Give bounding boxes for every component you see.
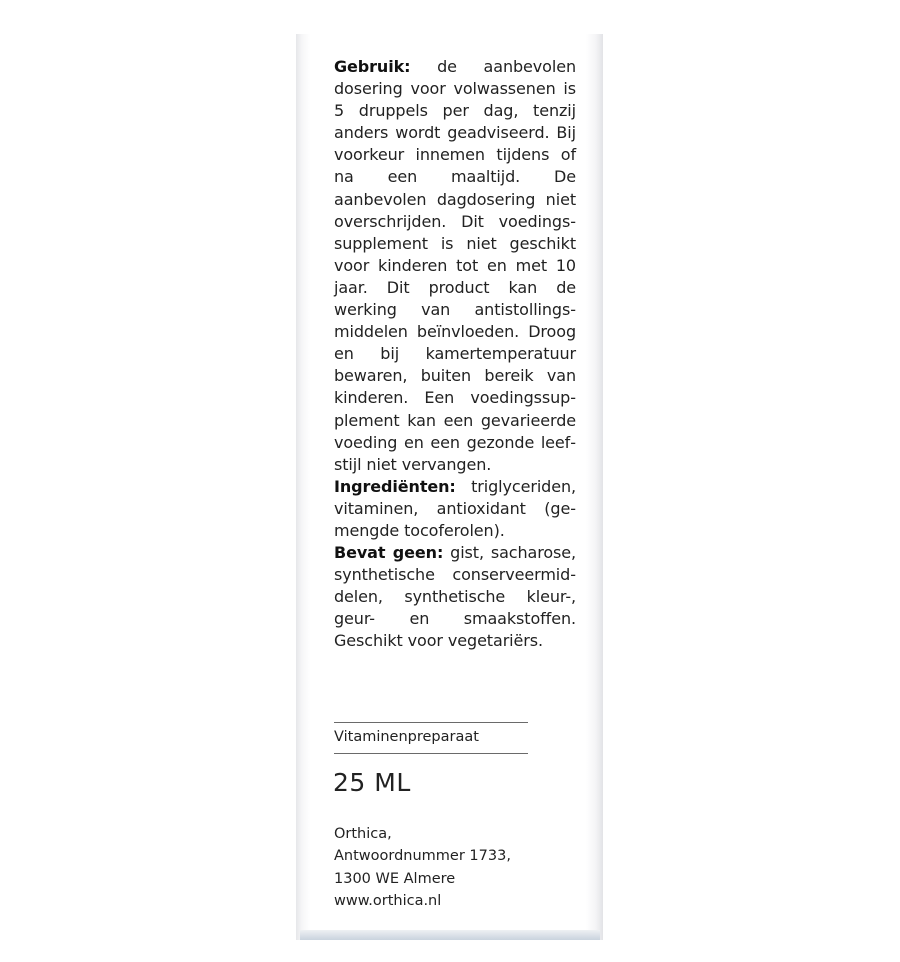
- address-line-2: 1300 WE Almere: [334, 870, 456, 887]
- address-website: www.orthica.nl: [334, 892, 442, 909]
- box-bottom-edge: [300, 930, 600, 940]
- usage-text: de aanbevolen dosering voor volwassenen is 5 druppels per dag, tenzij anders wordt geadviseerd. Bij voorkeur innemen tijdens of na een maaltijd. De aanbevolen dagdosering niet overschrijden. Dit voedingssupplement is niet geschikt voor kinderen tot en met 10 jaar. Dit product kan de werking van antistollingsmiddelen beïnvloeden. Droog en bij kamertemperatuur bewaren, buiten bereik van kinderen. Een voedingssupplement kan een gevarieerde voeding en een gezonde leefstijl niet vervangen.: [334, 57, 576, 474]
- divider-bottom: [334, 753, 528, 754]
- ingredients-paragraph: [334, 476, 576, 542]
- address-line-1: Antwoordnummer 1733,: [334, 848, 511, 865]
- free-from-text: gist, sacharose, synthetische conserveermiddelen, synthetische kleur-, geur- en smaakstoffen. Geschikt voor vegetariërs.: [334, 543, 576, 651]
- product-category: Vitaminenpreparaat: [334, 729, 479, 745]
- label-text-block: [334, 56, 576, 653]
- free-from-paragraph: [334, 542, 576, 652]
- ingredients-label: Ingrediënten:: [334, 476, 456, 496]
- usage-paragraph: [334, 56, 576, 476]
- ingredients-text: triglyceriden, vitaminen, antioxidant (gemengde tocoferolen).: [334, 476, 576, 540]
- product-volume: 25 ML: [333, 768, 411, 797]
- address-company: Orthica,: [334, 826, 392, 842]
- free-from-label: Bevat geen:: [334, 543, 444, 563]
- manufacturer-address: [334, 823, 511, 912]
- usage-label: Gebruik:: [334, 57, 411, 76]
- divider-top: [334, 722, 528, 723]
